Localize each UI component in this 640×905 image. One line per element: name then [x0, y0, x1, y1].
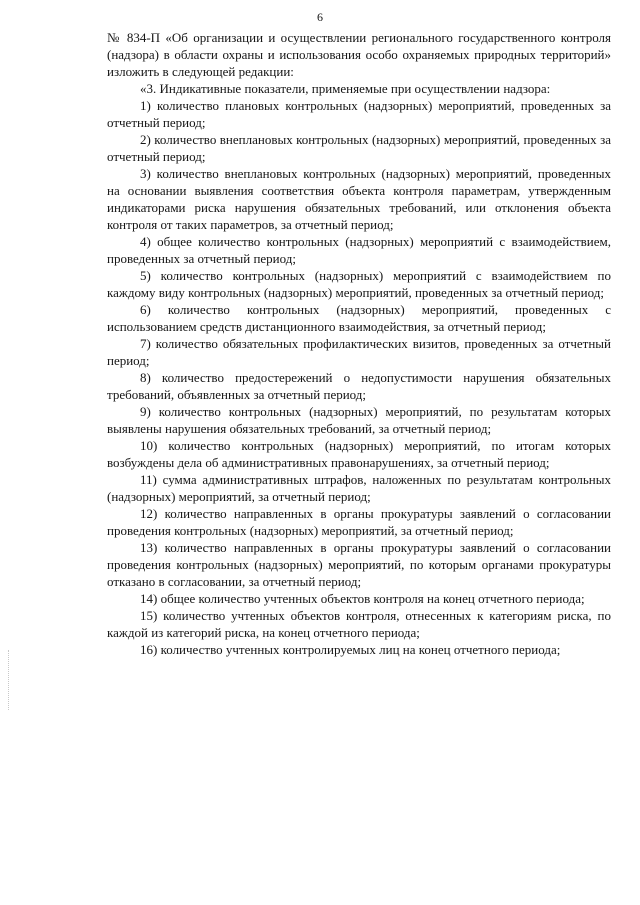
list-item: 13) количество направленных в органы прокуратуры заявлений о согласовании проведения контрольных (надзорных) мероприятий, по которым органами прокуратуры отказано в согласовании, за отчетный период; [107, 540, 611, 589]
list-item: 6) количество контрольных (надзорных) мероприятий, проведенных с использованием средств дистанционного взаимодействия, за отчетный период; [107, 302, 611, 334]
list-item: 4) общее количество контрольных (надзорных) мероприятий с взаимодействием, проведенных за отчетный период; [107, 234, 611, 266]
list-item: 11) сумма административных штрафов, наложенных по результатам контрольных (надзорных) мероприятий, за отчетный период; [107, 472, 611, 504]
scan-margin-marks [8, 650, 10, 710]
section-heading: «3. Индикативные показатели, применяемые при осуществлении надзора: [140, 81, 551, 96]
document-body [107, 29, 611, 658]
list-item: 10) количество контрольных (надзорных) мероприятий, по итогам которых возбуждены дела об административных правонарушениях, за отчетный период; [107, 438, 611, 470]
list-item: 15) количество учтенных объектов контроля, отнесенных к категориям риска, по каждой из категорий риска, на конец отчетного периода; [107, 608, 611, 640]
page-number: 6 [317, 10, 323, 24]
list-item: 16) количество учтенных контролируемых лиц на конец отчетного периода; [140, 642, 561, 657]
list-item: 14) общее количество учтенных объектов контроля на конец отчетного периода; [140, 591, 585, 606]
list-item: 5) количество контрольных (надзорных) мероприятий с взаимодействием по каждому виду контрольных (надзорных) мероприятий, проведенных за отчетный период; [107, 268, 611, 300]
list-item: 2) количество внеплановых контрольных (надзорных) мероприятий, проведенных за отчетный период; [107, 132, 611, 164]
intro-paragraph: № 834-П «Об организации и осуществлении регионального государственного контроля (надзора) в области охраны и использования особо охраняемых природных территорий» изложить в следующей редакции: [107, 30, 611, 79]
list-item: 9) количество контрольных (надзорных) мероприятий, по результатам которых выявлены нарушения обязательных требований, за отчетный период; [107, 404, 611, 436]
list-item: 3) количество внеплановых контрольных (надзорных) мероприятий, проведенных на основании выявления соответствия объекта контроля параметрам, утвержденным индикаторами риска нарушения обязательных требований, или отклонения объекта контроля от таких параметров, за отчетный период; [107, 166, 611, 232]
list-item: 8) количество предостережений о недопустимости нарушения обязательных требований, объявленных за отчетный период; [107, 370, 611, 402]
list-item: 7) количество обязательных профилактических визитов, проведенных за отчетный период; [107, 336, 611, 368]
list-item: 1) количество плановых контрольных (надзорных) мероприятий, проведенных за отчетный период; [107, 98, 611, 130]
list-item: 12) количество направленных в органы прокуратуры заявлений о согласовании проведения контрольных (надзорных) мероприятий, за отчетный период; [107, 506, 611, 538]
